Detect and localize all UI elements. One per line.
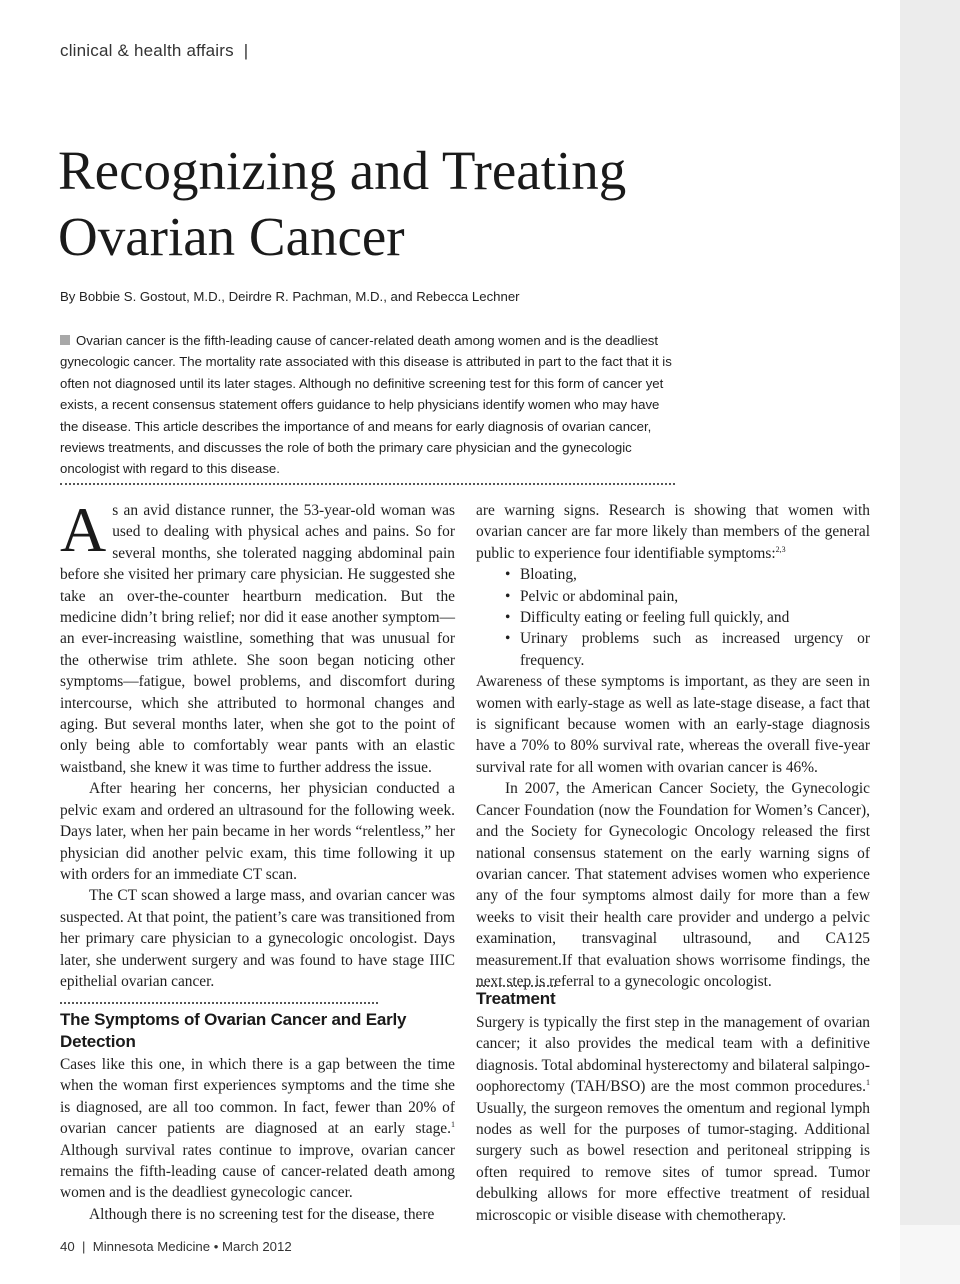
body-paragraph [476,1012,870,1226]
body-paragraph-text: Although survival rates continue to improve, ovarian cancer remains the fifth-leading cause of cancer-related death among women and is the deadliest gynecologic cancer. [60,1141,455,1202]
article-title [58,138,626,270]
journal-name: Minnesota Medicine [92,1239,211,1254]
title-line-2: Ovarian Cancer [58,206,405,267]
page-edge-base [900,1225,960,1284]
list-item: • Bloating, [505,564,870,585]
intro-paragraph [60,494,455,778]
page-number: 40 [60,1239,75,1254]
body-paragraph-text: Usually, the surgeon removes the omentum and regional lymph nodes as well for the purposes of tumor-staging. Additional surgery such as bowel resection and peritoneal stripping is often required to remove sites of tumor spread. Tumor debulking allows for more effective treatment of residual microscopic or visible disease with chemotherapy. [476,1099,870,1224]
treatment-heading: Treatment [476,989,556,1008]
author-byline: By Bobbie S. Gostout, M.D., Deirdre R. Pachman, M.D., and Rebecca Lechner [60,289,520,304]
intro-paragraph-text: s an avid distance runner, the 53-year-old woman was used to dealing with physical aches and pains. So for several months, she tolerated nagging abdominal pain before she visited her primary care physician. He suggested she take an over-the-counter heartburn medication. But the medicine didn’t bring relief; nor did it ease another symptom—an ever-increasing waistline, something that was unusual for the otherwise trim athlete. She soon began noticing other symptoms—fatigue, bowel problems, and discomfort during intercourse, which she attributed to hormonal changes and aging. But several months later, when she got to the point of only being able to comfortably wear pants with an elastic waistband, she knew it was time to further address the issue. [60,502,455,776]
section-separator: | [243,41,249,60]
left-column [60,494,455,992]
drop-cap: A [60,494,107,565]
right-column-continued [476,1012,870,1226]
right-column [476,500,870,992]
symptoms-heading: The Symptoms of Ovarian Cancer and Early Detection [60,1010,407,1051]
list-item: • Pelvic or abdominal pain, [505,586,870,607]
reference-marker: 2,3 [775,544,786,554]
symptom-list [476,564,870,671]
title-line-1: Recognizing and Treating [58,140,627,201]
body-paragraph-text: Cases like this one, in which there is a gap between the time when the woman first experiences symptoms and the time she is diagnosed, are all too common. In fact, fewer than 20% of ovarian cancer patients are diagnosed at an early stage. [60,1056,455,1138]
body-paragraph: Although there is no screening test for the disease, there [89,1205,435,1223]
section-label [60,41,248,61]
body-paragraph [476,500,870,564]
body-paragraph: In 2007, the American Cancer Society, the Gynecologic Cancer Foundation (now the Foundation for Women’s Cancer), and the Society for Gynecologic Oncology released the first national consensus statement on the early warning signs of ovarian cancer. That statement advises women who experience any of the four symptoms almost daily for more than a few weeks to visit their health care provider and undergo a pelvic examination, transvaginal ultrasound, and CA125 measurement.If that evaluation shows worrisome findings, the next step is referral to a gynecologic oncologist. [476,780,870,990]
body-paragraph [60,1054,455,1204]
reference-marker: 1 [451,1120,455,1130]
footer-bullet: • [213,1239,219,1254]
footer-separator: | [82,1239,86,1254]
page-footer [60,1239,292,1254]
body-paragraph: Awareness of these symptoms is important, as they are seen in women with early-stage as well as late-stage disease, a fact that is significant because women with an early-stage diagnosis have a 70% to 80% survival rate, whereas the overall five-year survival rate for all women with ovarian cancer is 46%. [476,673,870,776]
reference-marker: 1 [866,1078,870,1088]
list-item: • Urinary problems such as increased urgency or frequency. [505,628,870,671]
article-abstract [60,330,677,480]
section-divider [476,985,556,987]
issue-date: March 2012 [222,1239,292,1254]
body-paragraph: After hearing her concerns, her physician conducted a pelvic exam and ordered an ultrasound for the following week. Days later, when her pain became in her words “relentless,” her physician did another pelvic exam, this time following it up with orders for an immediate CT scan. [60,780,455,883]
section-name: clinical & health affairs [60,41,234,60]
body-paragraph-text: are warning signs. Research is showing that women with ovarian cancer are far more likely than members of the general public to experience four identifiable symptoms: [476,502,870,562]
square-bullet-icon [60,335,70,345]
body-paragraph-text: Surgery is typically the first step in the management of ovarian cancer; it also provides the medical team with a definitive diagnosis. Total abdominal hysterectomy and bilateral salpingo-oophorectomy (TAH/BSO) are the most common procedures. [476,1014,871,1096]
abstract-text: Ovarian cancer is the fifth-leading cause of cancer-related death among women and is the deadliest gynecologic cancer. The mortality rate associated with this disease is attributed in part to the fact that it is often not diagnosed until its later stages. Although no definitive screening test for this form of cancer yet exists, a recent consensus statement offers guidance to help physicians identify women who may have the disease. This article describes the importance of and means for early diagnosis of ovarian cancer, reviews treatments, and discusses the role of both the primary care physician and the gynecologic oncologist with regard to this disease. [60,333,672,477]
left-column-continued [60,1054,455,1225]
body-paragraph: The CT scan showed a large mass, and ovarian cancer was suspected. At that point, the patient’s care was transitioned from her primary care physician to a gynecologic oncologist. Days later, she underwent surgery and was found to have stage IIIC epithelial ovarian cancer. [60,887,455,990]
abstract-divider [60,483,675,485]
section-divider [60,1002,378,1004]
page-edge-strip [900,0,960,1225]
list-item: • Difficulty eating or feeling full quickly, and [505,607,870,628]
